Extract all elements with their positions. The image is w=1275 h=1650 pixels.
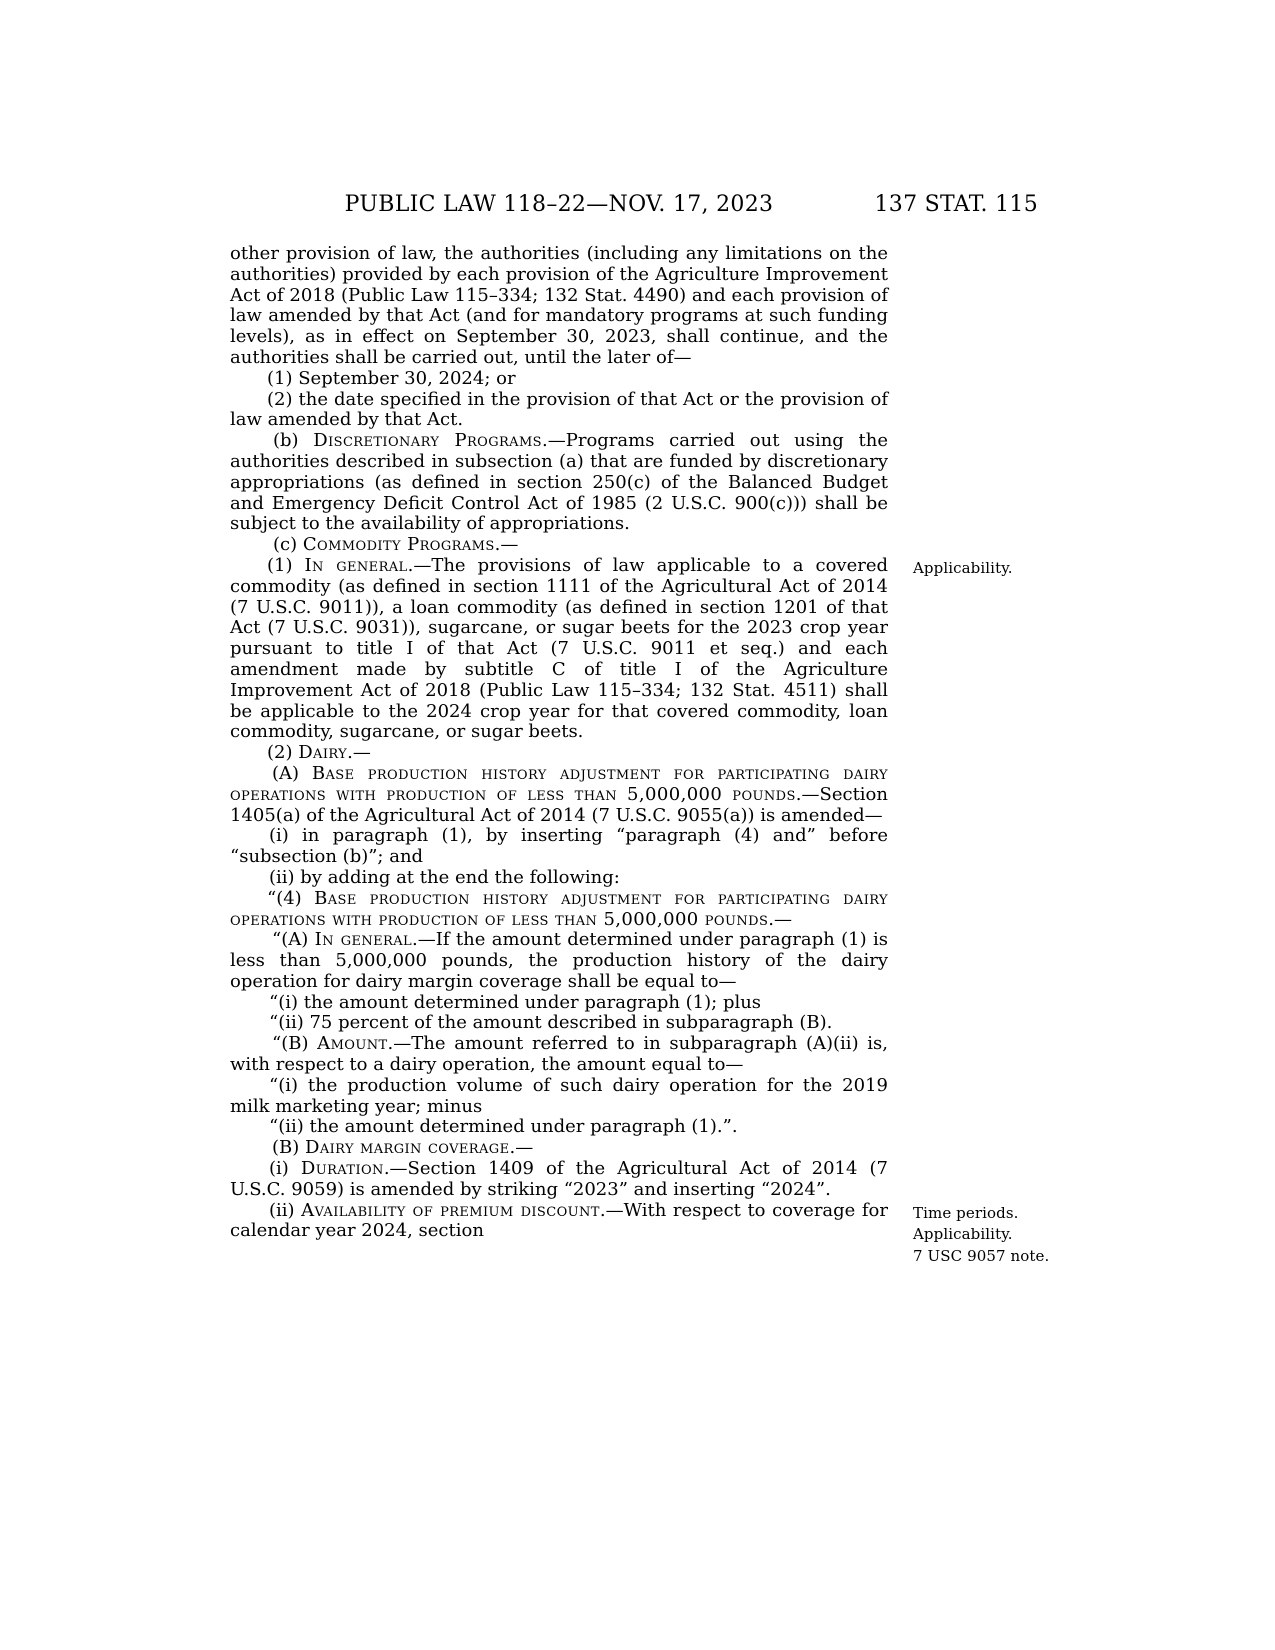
- paragraph-text: .—: [347, 742, 371, 764]
- smallcaps-heading: Commodity Programs: [302, 534, 495, 556]
- paragraph-text: .—Section 1409 of the Agricultural Act of 2014 (7 U.S.C. 9059) is amended by striking “2023” and inserting “2024”.: [230, 1158, 889, 1200]
- paragraph-text: .—The amount referred to in subparagraph (A)(ii) is, with respect to a dairy operation, the amount equal to—: [230, 1033, 888, 1076]
- margin-note-line: Applicability.: [913, 558, 1013, 577]
- smallcaps-heading: Amount: [317, 1033, 388, 1055]
- statute-paragraph: [230, 1034, 888, 1076]
- paragraph-text: (i) in paragraph (1), by inserting “paragraph (4) and” before “subsection (b)”; and: [230, 825, 888, 868]
- statute-paragraph: [230, 826, 888, 868]
- paragraph-text: (B): [272, 1137, 305, 1159]
- paragraph-text: (2): [267, 742, 299, 764]
- smallcaps-heading: In general: [314, 929, 413, 951]
- statute-paragraph: [230, 993, 888, 1014]
- statute-paragraph: [230, 1199, 1050, 1265]
- statute-paragraph: [230, 1013, 888, 1034]
- paragraph-text: “(i) the amount determined under paragraph (1); plus: [269, 991, 762, 1013]
- margin-note: [913, 558, 1065, 580]
- statute-paragraph: [230, 1076, 888, 1118]
- paragraph-text: (2) the date specified in the provision of that Act or the provision of law amended by that Act.: [230, 388, 888, 431]
- smallcaps-heading: Discretionary Programs: [313, 430, 542, 452]
- paragraph-text: (ii) by adding at the end the following:: [269, 866, 620, 888]
- statute-paragraph: [230, 930, 888, 992]
- margin-note-line: Time periods.: [913, 1203, 1019, 1222]
- paragraph-text: “(ii) 75 percent of the amount described in subparagraph (B).: [269, 1012, 833, 1034]
- paragraph-text: “(B): [272, 1033, 318, 1055]
- paragraph-text: .—: [509, 1137, 534, 1159]
- paragraph-text: other provision of law, the authorities (including any limitations on the authorities) provided by each provision of the Agriculture Improvement Act of 2018 (Public Law 115–334; 132 Stat. 4490) and each provision of law amended by that Act (and for mandatory programs at such funding levels), as in effect on September 30, 2023, shall continue, and the authorities shall be carried out, until the later of—: [230, 243, 888, 368]
- statute-paragraph: [230, 764, 888, 826]
- running-head: [230, 193, 1038, 217]
- paragraph-text: (ii): [269, 1199, 302, 1221]
- smallcaps-heading: Duration: [300, 1158, 384, 1180]
- paragraph-text: (c): [273, 534, 303, 556]
- paragraph-text: (A): [272, 762, 312, 784]
- statute-paragraph: [230, 369, 888, 390]
- paragraph-text: .—If the amount determined under paragraph (1) is less than 5,000,000 pounds, the production history of the dairy operation for dairy margin coverage shall be equal to—: [230, 929, 888, 992]
- smallcaps-heading: Dairy margin coverage: [305, 1137, 510, 1159]
- paragraph-text: .—Programs carried out using the authorities described in subsection (a) that are funded by discretionary appropriations (as defined in section 250(c) of the Balanced Budget and Emergency Deficit Control Act of 1985 (2 U.S.C. 900(c))) shall be subject to the availability of appropriations.: [230, 430, 888, 535]
- smallcaps-heading: Base production history adjustment for participating dairy operations with production of less than 5,000,000 pounds: [230, 887, 888, 930]
- paragraph-text: (1): [267, 554, 305, 576]
- smallcaps-heading: Availability of premium discount: [301, 1199, 600, 1221]
- statute-paragraph: [230, 868, 888, 889]
- paragraph-text: .—With respect to coverage for calendar year 2024, section: [230, 1199, 888, 1242]
- statute-paragraph: [230, 743, 888, 764]
- smallcaps-heading: Dairy: [298, 742, 348, 764]
- smallcaps-heading: Base production history adjustment for participating dairy operations with production of less than 5,000,000 pounds: [230, 762, 889, 805]
- margin-note-line: Applicability.: [913, 1225, 1013, 1244]
- paragraph-text: (1) September 30, 2024; or: [267, 367, 516, 389]
- paragraph-text: (b): [273, 430, 314, 452]
- margin-note-line: 7 USC 9057 note.: [913, 1246, 1050, 1265]
- smallcaps-heading: In general: [304, 554, 408, 576]
- paragraph-text: “(ii) the amount determined under paragraph (1).”.: [269, 1116, 738, 1138]
- paragraph-text: .—The provisions of law applicable to a covered commodity (as defined in section 1111 of the Agricultural Act of 2014 (7 U.S.C. 9011)), a loan commodity (as defined in section 1201 of that Act (7 U.S.C. 9031)), sugarcane, or sugar beets for the 2023 crop year pursuant to title I of that Act (7 U.S.C. 9011 et seq.) and each amendment made by subtitle C of title I of the Agriculture Improvement Act of 2018 (Public Law 115–334; 132 Stat. 4511) shall be applicable to the 2024 crop year for that covered commodity, loan commodity, sugarcane, or sugar beets.: [230, 554, 889, 743]
- statute-paragraph: [230, 1117, 888, 1138]
- statute-text-column: [230, 243, 1050, 1265]
- margin-note: [913, 1203, 1065, 1268]
- paragraph-text: “(4): [267, 887, 315, 909]
- statute-paragraph: [230, 431, 888, 535]
- statute-paragraph: [230, 1138, 888, 1159]
- paragraph-text: .—Section 1405(a) of the Agricultural Act of 2014 (7 U.S.C. 9055(a)) is amended—: [230, 783, 888, 826]
- statute-paragraph: [230, 390, 888, 432]
- paragraph-text: “(A): [272, 929, 315, 951]
- paragraph-text: “(i) the production volume of such dairy operation for the 2019 milk marketing year; minus: [230, 1074, 888, 1117]
- statute-paragraph: [230, 554, 1013, 743]
- paragraph-text: (i): [269, 1158, 301, 1180]
- statute-paragraph: [230, 889, 888, 931]
- paragraph-text: .—: [768, 908, 792, 930]
- statute-paragraph: [230, 244, 888, 369]
- public-law-header: PUBLIC LAW 118–22—NOV. 17, 2023: [344, 192, 774, 217]
- statute-paragraph: [230, 535, 888, 556]
- paragraph-text: .—: [494, 534, 519, 556]
- statute-paragraph: [230, 1159, 888, 1201]
- stat-page-number: 137 STAT. 115: [874, 192, 1038, 217]
